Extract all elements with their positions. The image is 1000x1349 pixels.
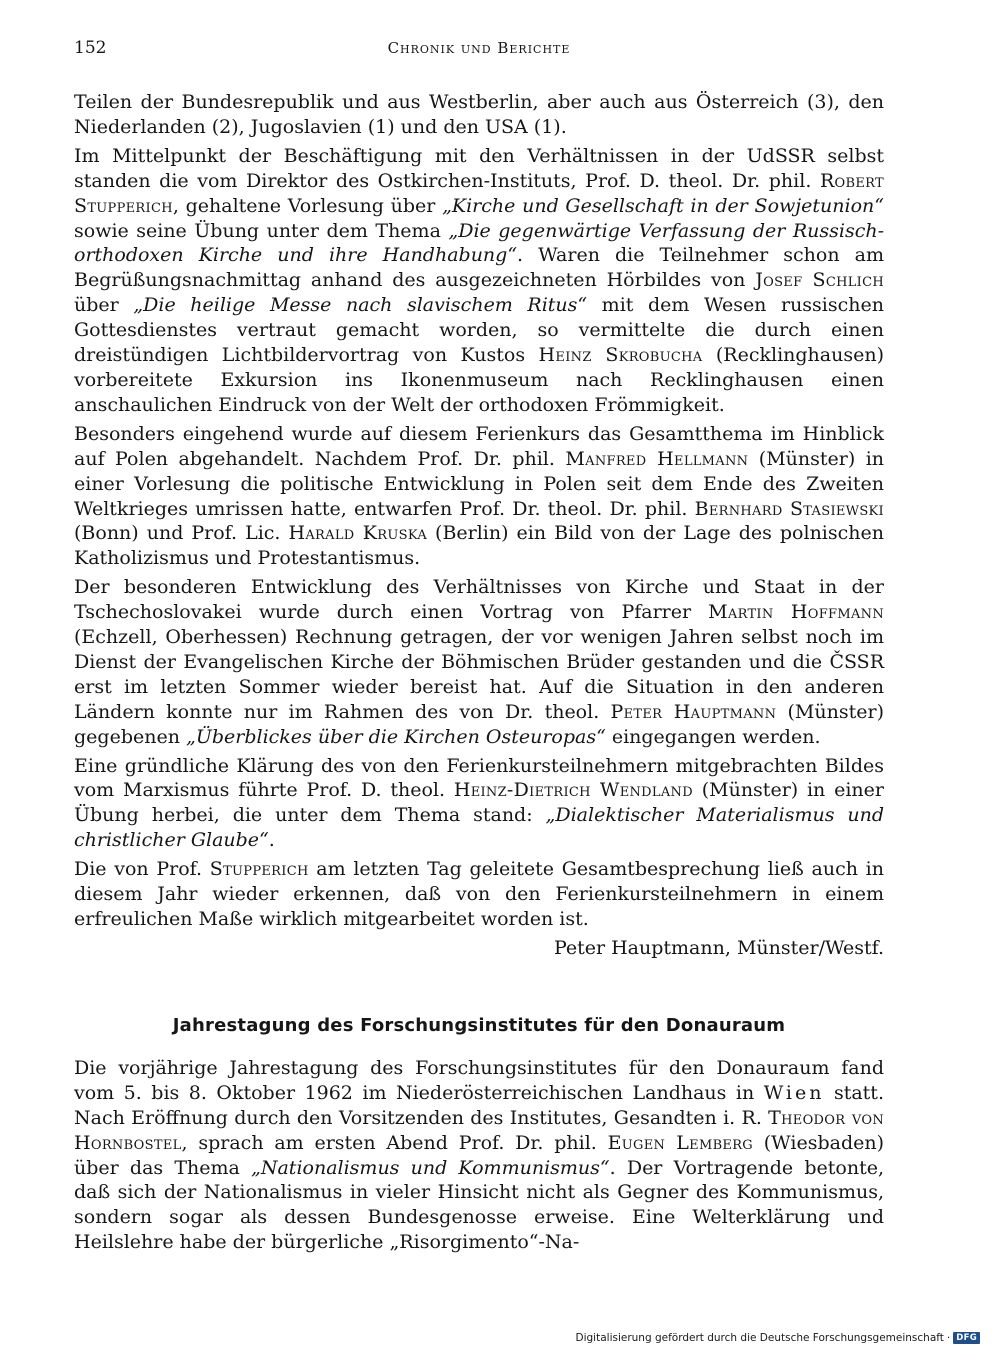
text-run: statt. Nach Eröffnung durch den Vorsitzenden des Institutes, Gesandten i. R. <box>74 1081 884 1129</box>
text-run: , gehaltene Vorlesung über <box>172 194 443 217</box>
article-body <box>74 90 884 1255</box>
text-run: (Echzell, Oberhessen) Rechnung getragen, der vor wenigen Jahren selbst noch im Dienst der Evangelischen Kirche der Böhmischen Brüder gestanden und die ČSSR erst im letzten Sommer wieder bereist hat. Auf die Situation in den anderen Ländern konnte nur im Rahmen des von Dr. theol. <box>74 626 884 723</box>
person-name: Martin Hoffmann <box>708 601 884 624</box>
text-run: sowie seine Übung unter dem Thema <box>74 219 449 242</box>
text-run: Die vorjährige Jahrestagung des Forschungsinstitutes für den Donauraum fand vom 5. bis 8. Oktober 1962 im Niederösterreichischen Landhaus in <box>74 1056 884 1104</box>
paragraph-6 <box>74 857 884 932</box>
digitization-footer <box>576 1332 980 1344</box>
text-run: Im Mittelpunkt der Beschäftigung mit den Verhältnissen in der UdSSR selbst standen die vom Direktor des Ostkirchen-Instituts, Prof. D. theol. Dr. phil. <box>74 144 884 192</box>
text-run: Der besonderen Entwicklung des Verhältnisses von Kirche und Staat in der Tschechoslovakei wurde durch einen Vortrag von Pfarrer <box>74 576 884 624</box>
person-name: Peter Hauptmann <box>610 700 777 723</box>
author-signature: Peter Hauptmann, Münster/Westf. <box>553 936 884 959</box>
person-name: Josef Schlich <box>755 269 884 292</box>
person-name: Theodor von Hornbostel <box>74 1106 884 1154</box>
person-name: Stupperich <box>209 858 309 881</box>
paragraph-5 <box>74 754 884 854</box>
person-name: Heinz Skrobucha <box>538 344 703 367</box>
lecture-title: „Nationalismus und Kommunismus“ <box>251 1156 610 1179</box>
running-head: Chronik und Berichte <box>387 39 571 57</box>
text-run: eingegangen werden. <box>605 725 821 748</box>
text-run: . <box>268 829 275 852</box>
text-run: . Waren die Teilnehmer schon am Begrüßungsnachmittag anhand des ausgezeichneten Hörbildes von <box>74 244 884 292</box>
text-run: , sprach am ersten Abend Prof. Dr. phil. <box>181 1131 608 1154</box>
text-run: (Recklinghausen) vorbereitete Exkursion ins Ikonenmuseum nach Recklinghausen einen anschaulichen Eindruck von der Welt der orthodoxen Frömmigkeit. <box>74 344 885 416</box>
page-header <box>74 36 884 66</box>
text-run: (Bonn) und Prof. Lic. <box>74 522 289 545</box>
paragraph-2 <box>74 144 884 418</box>
footer-text: Digitalisierung gefördert durch die Deutsche Forschungsgemeinschaft <box>575 1332 944 1344</box>
lecture-title: „Überblickes über die Kirchen Osteuropas“ <box>185 725 606 748</box>
text-run: . Der Vortragende betonte, daß sich der Nationalismus in vieler Hinsicht nicht als Gegner des Kommunismus, sondern sogar als dessen Bundesgenosse erweise. Eine Welterklärung und Heilslehre habe der bürgerliche „Risorgimento“-Na- <box>74 1156 884 1254</box>
person-name: Robert Stupperich <box>74 169 884 217</box>
text-run: Die von Prof. <box>74 858 210 881</box>
person-name: Eugen Lemberg <box>607 1131 753 1154</box>
text-run: (Wiesbaden) über das Thema <box>74 1131 884 1179</box>
text-run: Teilen der Bundesrepublik und aus Westberlin, aber auch aus Österreich (3), den Niederlanden (2), Jugoslavien (1) und den USA (1). <box>74 91 884 138</box>
text-run: (Münster) in einer Vorlesung die politische Entwicklung in Polen seit dem Ende des Zweiten Weltkrieges umrissen hatte, entwarfen Prof. Dr. theol. Dr. phil. <box>74 447 885 520</box>
lecture-title: „Die heilige Messe nach slavischem Ritus“ <box>133 294 588 317</box>
text-run: (Münster) in einer Übung herbei, die unter dem Thema stand: <box>74 779 884 827</box>
text-run: am letzten Tag geleitete Gesamtbesprechung ließ auch in diesem Jahr wieder erkennen, daß von den Ferienkursteilnehmern in einem erfreulichen Maße wirklich mitgearbeitet worden ist. <box>74 858 884 930</box>
text-run: Besonders eingehend wurde auf diesem Ferienkurs das Gesamtthema im Hinblick auf Polen abgehandelt. Nachdem Prof. Dr. phil. <box>74 422 884 470</box>
person-name: Manfred Hellmann <box>565 447 749 470</box>
text-run: (Berlin) ein Bild von der Lage des polnischen Katholizismus und Protestantismus. <box>74 522 884 570</box>
person-name: Bernhard Stasiewski <box>694 497 884 520</box>
lecture-title: „Dialektischer Materialismus und christlicher Glaube“ <box>74 804 884 852</box>
section-paragraph <box>74 1056 884 1255</box>
dfg-logo-icon: DFG <box>953 1332 980 1344</box>
paragraph-1 <box>74 90 884 140</box>
text-run: (Münster) gegebenen <box>74 700 884 748</box>
footer-separator: · <box>946 1332 951 1344</box>
text-run: über <box>74 294 134 317</box>
section-title: Jahrestagung des Forschungsinstitutes für den Donauraum <box>172 1014 786 1036</box>
person-name: Harald Kruska <box>288 522 428 545</box>
paragraph-4 <box>74 575 884 749</box>
lecture-title: „Kirche und Gesellschaft in der Sowjetunion“ <box>442 194 884 217</box>
text-run: Eine gründliche Klärung des von den Ferienkursteilnehmern mitgebrachten Bildes vom Marxismus führte Prof. D. theol. <box>74 754 884 802</box>
text-run: mit dem Wesen russischen Gottesdienstes vertraut gemacht worden, so vermittelte die durch einen dreistündigen Lichtbildervortrag von Kustos <box>74 294 884 367</box>
person-name: Heinz-Dietrich Wendland <box>453 779 693 802</box>
place-name: Wien <box>763 1081 825 1104</box>
lecture-title: „Die gegenwärtige Verfassung der Russisch-orthodoxen Kirche und ihre Handhabung“ <box>74 219 885 267</box>
page-number: 152 <box>74 38 107 58</box>
paragraph-3 <box>74 422 884 571</box>
